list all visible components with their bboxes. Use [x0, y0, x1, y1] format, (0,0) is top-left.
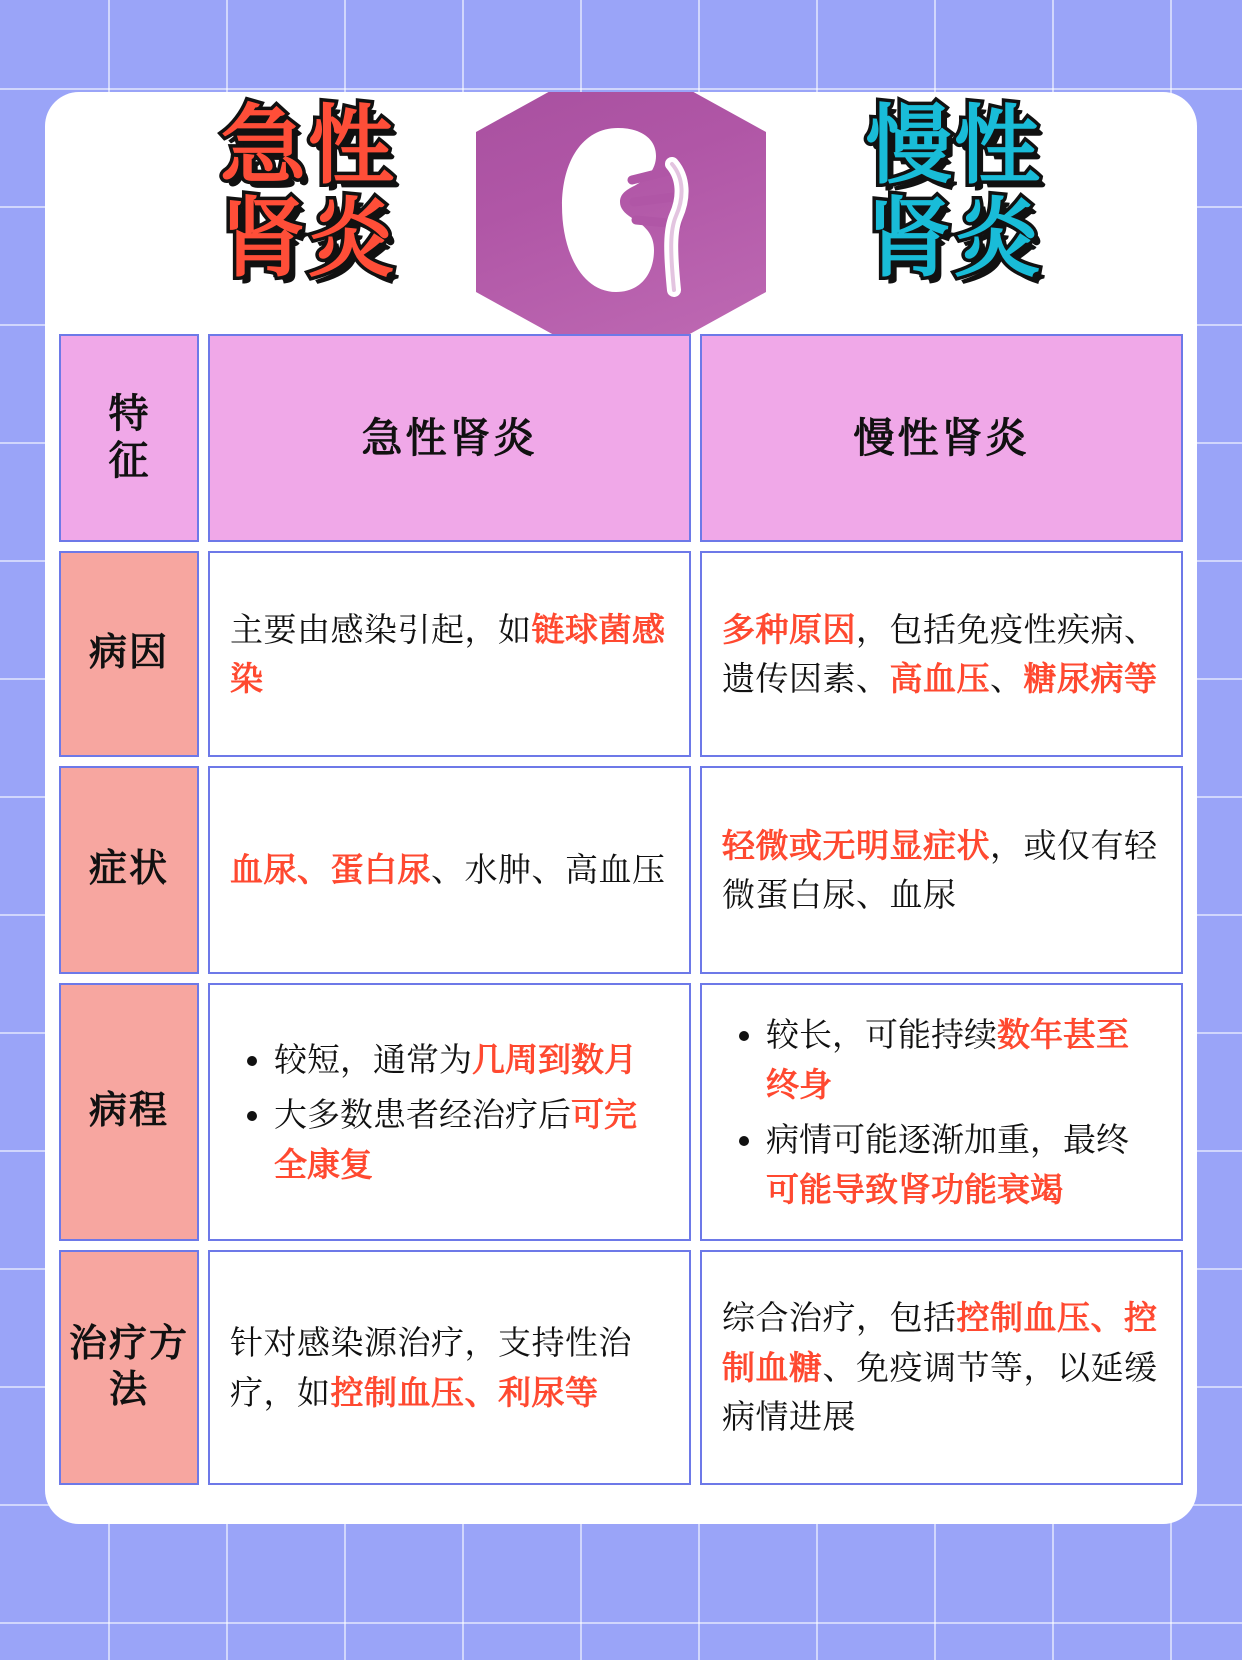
- header-feature: [59, 334, 199, 542]
- cell-cause-chronic: [700, 551, 1183, 757]
- cause-acute-text: 主要由感染引起，如: [230, 610, 532, 648]
- course-acute-b1-highlight: 几周到数月: [472, 1040, 637, 1078]
- title-chronic-line1: 慢性: [866, 96, 1042, 196]
- treatment-acute-text: 针对感染源治疗，支持性治疗，如: [230, 1324, 632, 1411]
- row-label-course: 病程: [59, 983, 199, 1241]
- course-chronic-b2-text: 病情可能逐渐加重，最终: [766, 1121, 1129, 1158]
- cell-course-acute: [208, 983, 691, 1241]
- course-acute-b1-text: 较短，通常为: [274, 1040, 472, 1078]
- row-label-cause: 病因: [59, 551, 199, 757]
- treatment-chronic-text-2: 、免疫调节等，以延缓病情进展: [722, 1348, 1158, 1436]
- comparison-table: [59, 334, 1183, 1510]
- cause-acute-highlight: 链球菌感染: [230, 610, 666, 697]
- header-feature-char2: 征: [108, 439, 150, 483]
- title-chronic: [759, 96, 1149, 289]
- course-chronic-b1-text: 较长，可能持续: [766, 1016, 997, 1053]
- table-row: [59, 983, 1183, 1241]
- title-acute-line1: 急性: [220, 96, 396, 196]
- header-chronic: 慢性肾炎: [700, 334, 1183, 542]
- cell-symptom-chronic: [700, 766, 1183, 974]
- cell-cause-acute: [208, 551, 691, 757]
- cause-chronic-highlight-3: 糖尿病等: [1023, 660, 1158, 697]
- symptom-chronic-highlight: 轻微或无明显症状: [722, 826, 990, 864]
- list-item: [274, 1090, 669, 1189]
- course-acute-b2-highlight: 可完全康复: [274, 1096, 637, 1183]
- symptom-acute-highlight: 血尿、蛋白尿: [230, 851, 431, 889]
- table-row: [59, 551, 1183, 757]
- table-row: [59, 1250, 1183, 1485]
- kidney-badge: [476, 92, 766, 372]
- table-header-row: [59, 334, 1183, 542]
- table-row: [59, 766, 1183, 974]
- hexagon-shape: [476, 92, 766, 372]
- poster-card: [45, 92, 1197, 1524]
- symptom-acute-text: 、水肿、高血压: [431, 851, 666, 889]
- cell-symptom-acute: [208, 766, 691, 974]
- treatment-acute-highlight: 控制血压、利尿等: [330, 1373, 599, 1411]
- row-label-symptom: 症状: [59, 766, 199, 974]
- cause-chronic-highlight-1: 多种原因: [722, 610, 856, 648]
- course-chronic-b2-highlight: 可能导致肾功能衰竭: [766, 1170, 1063, 1208]
- treatment-chronic-text-1: 综合治疗，包括: [722, 1299, 957, 1337]
- row-label-treatment: 治疗方法: [59, 1250, 199, 1485]
- list-item: [274, 1035, 669, 1085]
- symptom-chronic-text: ，或仅有轻微蛋白尿、血尿: [722, 826, 1158, 913]
- cell-course-chronic: [700, 983, 1183, 1241]
- cause-chronic-text-2: 、: [990, 660, 1024, 697]
- poster-header: [45, 92, 1197, 334]
- treatment-chronic-highlight: 控制血压、控制血糖: [722, 1299, 1158, 1386]
- header-feature-char1: 特: [108, 391, 150, 436]
- course-chronic-b1-highlight: 数年甚至终身: [766, 1016, 1129, 1103]
- title-acute: [113, 96, 503, 289]
- title-acute-line2: 肾炎: [220, 188, 396, 289]
- cell-treatment-chronic: [700, 1250, 1183, 1485]
- list-item: [766, 1115, 1161, 1214]
- title-chronic-line2: 肾炎: [866, 188, 1042, 289]
- cause-chronic-text-1: ，包括免疫性疾病、遗传因素、: [722, 610, 1158, 697]
- cell-treatment-acute: [208, 1250, 691, 1485]
- cause-chronic-highlight-2: 高血压: [889, 660, 990, 697]
- course-acute-b2-text: 大多数患者经治疗后: [274, 1096, 571, 1134]
- list-item: [766, 1010, 1161, 1109]
- header-acute: 急性肾炎: [208, 334, 691, 542]
- kidney-icon: [546, 120, 696, 310]
